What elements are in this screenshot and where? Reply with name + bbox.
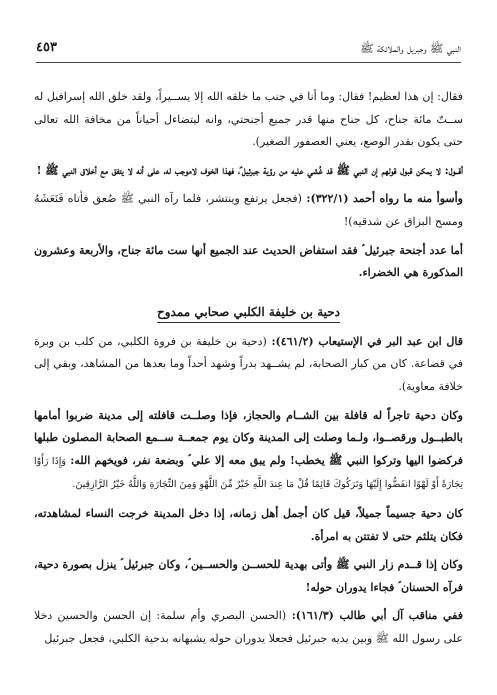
paragraph-text: (دحية بن خليفة بن فروة الكلبي، من كلب بن وبرة في قضاعة. كان من كبار الصحابة، لم يشــهد بدراً وشهد أحداً وما بعدها من المشاهد، وبقي إلى خلافة معاوية). xyxy=(34,334,463,393)
page-number: ٤٥٣ xyxy=(36,40,57,55)
paragraph-3 xyxy=(34,188,463,233)
page-header xyxy=(36,40,461,63)
quran-verse: وَإِذَا رَأَوْا تِجَارَةً أَوْ لَهْوًا انفَضُّوا إِلَيْهَا وَتَرَكُوكَ قَائِمًا قُلْ مَا عِندَ اللَّهِ خَيْرٌ مِّنَ اللَّهْوِ وَمِنَ التِّجَارَةِ وَاللَّهُ خَيْرُ الرَّازِقِينَ. xyxy=(34,455,463,491)
section-paragraph-5 xyxy=(34,605,463,650)
page-body xyxy=(34,86,463,656)
paragraph-text: وكان دحية تاجراً له قافلة بين الشــام والحجاز، فإذا وصلــت قافلته إلى مدينة ضربوا أمامها بالطبــول ورقصــوا، ولـما وصلت إلى المدينة وكان يوم جمعــة ســمع الصحابة المصلون طبلها فركضوا اليها وتركوا النبي ﷺ يخطب! ولم يبق معه إلا علي ؑ وبضعة نفر، فويخهم الله: xyxy=(34,408,464,467)
paragraph-lead: وأسوأ منه ما رواه أحمد (٣٢٢/١): xyxy=(301,192,463,206)
section-paragraph-1 xyxy=(34,331,463,399)
section-paragraph-4 xyxy=(34,554,463,599)
running-title: النبي ﷺ وجبريل والملائكة ﷺ xyxy=(360,42,461,55)
section-paragraph-2 xyxy=(34,405,463,497)
paragraph-text: فقال: إن هذا لعظيم! فقال: وما أنا في جنب ما خلقه الله إلا يســيراً، ولقد خلق الله إسرافيل له ســتّ مائة جناح، كل جناح منها قدر جميع أجنحتي، وانه ليتضاءل أحياناً من مخافة الله تعالى حتى يكون بقدر الوصع، يعني العصفور الصغير). xyxy=(34,90,463,149)
section-heading-text: دحية بن خليفة الكلبي صحابي ممدوح xyxy=(157,305,340,323)
paragraph-text: وكان إذا قــدم زار النبي ﷺ وأتى بهدية للحســن والحســين ؑ، وكان جبرئيل ؑ ينزل بصورة دحية، فرآه الحسنان ؑ فجاءا يدوران حوله! xyxy=(34,558,463,594)
section-heading xyxy=(34,295,463,323)
paragraph-text: أقــول: لا يمكن قبول قولهم إن النبي ﷺ قد غُشي عليه من رؤية جبرئيل ؑ، فهذا الخوف لاموجب له، على أنه لا يتفق مع أخلاق النبي ﷺ ! xyxy=(36,163,463,177)
paragraph-1 xyxy=(34,86,463,154)
section-paragraph-3 xyxy=(34,503,463,548)
paragraph-text: (الحسن البصري وأم سلمة: إن الحسن والحسين دخلا على رسول الله ﷺ وبين يديه جبرئيل فجعلا يدوران حوله يشبهانه بدحية الكلبي، فجعل جبرئيل xyxy=(34,609,463,645)
paragraph-lead: قال ابن عبد البر في الإستيعاب (٤٦١/٢): xyxy=(266,334,463,348)
paragraph-lead: ففي مناقب آل أبي طالب (١٦١/٣): xyxy=(286,609,464,623)
paragraph-text: (فجعل يرتفع وينتشر، فلما رآه النبي ﷺ صُعق فأتاه فَنَعَشَهُ ومسح البزاق عن شدقيه)! xyxy=(34,192,463,228)
paragraph-4 xyxy=(34,240,463,285)
paragraph-2 xyxy=(34,160,463,183)
paragraph-text: أما عدد أجنحة جبرئيل ؑ فقد استفاض الحديث عند الجميع أنها ست مائة جناح، والأربعة وعشرون المذكورة هي الخضراء. xyxy=(34,243,463,280)
paragraph-text: كان دحية جسيماً جميلاً، قيل كان أجمل أهل زمانه، إذا دخل المدينة خرجت النساء لمشاهدته، فكان يتلثم حتى لا تفتتن به امرأة. xyxy=(34,506,463,543)
